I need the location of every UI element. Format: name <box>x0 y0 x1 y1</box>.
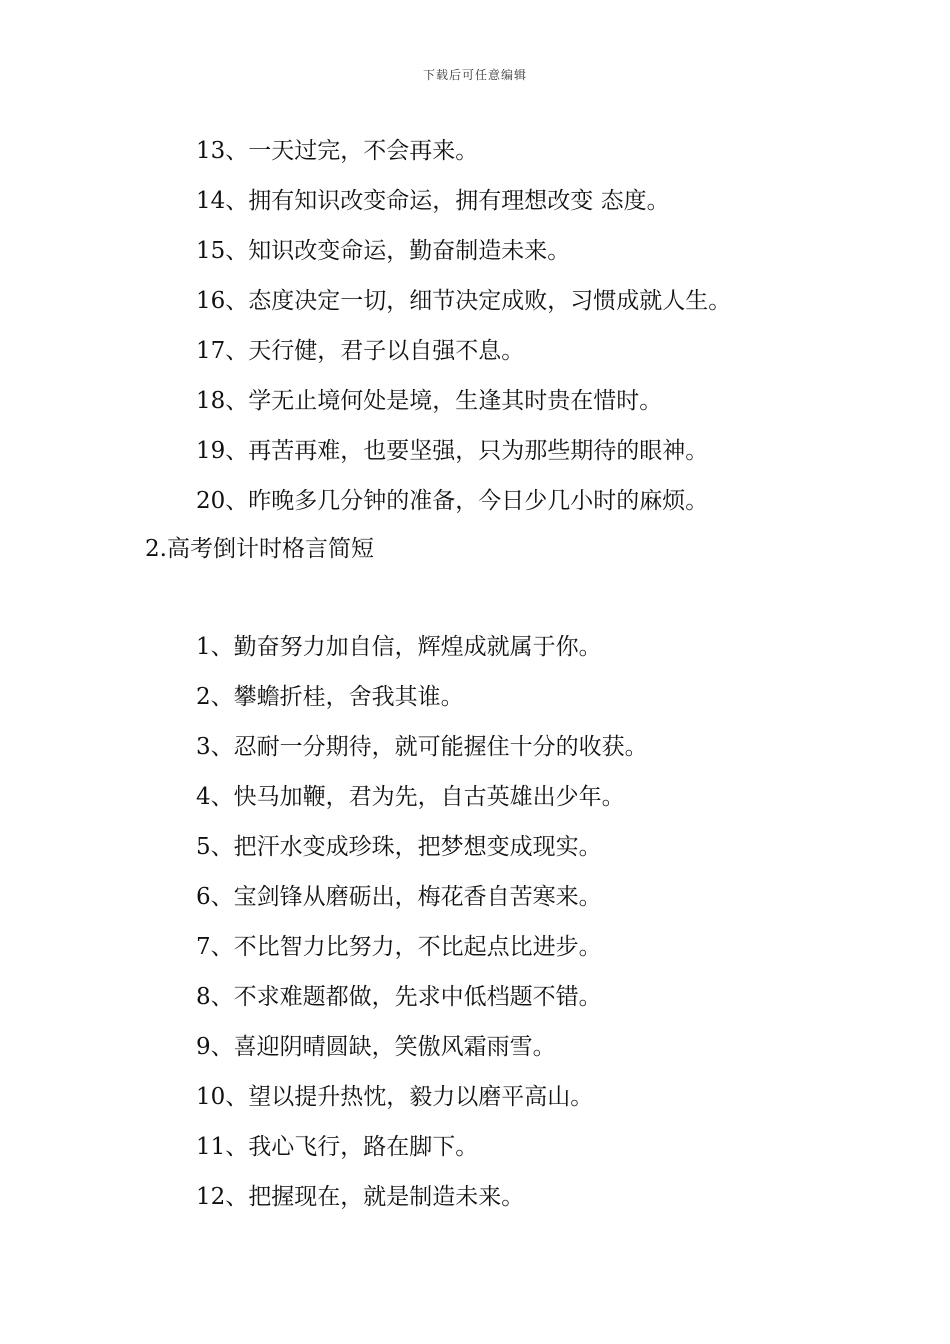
list-item: 5、把汗水变成珍珠，把梦想变成现实。 <box>196 834 602 860</box>
list-item: 15、知识改变命运，勤奋制造未来。 <box>196 238 571 264</box>
list-item: 4、快马加鞭，君为先，自古英雄出少年。 <box>196 784 625 810</box>
list-item: 13、一天过完，不会再来。 <box>196 138 479 164</box>
list-item: 11、我心飞行，路在脚下。 <box>196 1134 479 1160</box>
list-item: 1、勤奋努力加自信，辉煌成就属于你。 <box>196 634 602 660</box>
page-header-note: 下载后可任意编辑 <box>422 68 527 82</box>
list-item: 10、望以提升热忱，毅力以磨平高山。 <box>196 1084 594 1110</box>
list-item: 18、学无止境何处是境，生逢其时贵在惜时。 <box>196 388 663 414</box>
list-item: 20、昨晚多几分钟的准备，今日少几小时的麻烦。 <box>196 488 709 514</box>
list-item: 19、再苦再难，也要坚强，只为那些期待的眼神。 <box>196 438 709 464</box>
list-item: 8、不求难题都做，先求中低档题不错。 <box>196 984 602 1010</box>
list-item: 3、忍耐一分期待，就可能握住十分的收获。 <box>196 734 648 760</box>
list-item: 14、拥有知识改变命运，拥有理想改变 态度。 <box>196 188 670 214</box>
list-item: 16、态度决定一切，细节决定成败，习惯成就人生。 <box>196 288 732 314</box>
list-item: 9、喜迎阴晴圆缺，笑傲风霜雨雪。 <box>196 1034 556 1060</box>
list-item: 6、宝剑锋从磨砺出，梅花香自苦寒来。 <box>196 884 602 910</box>
list-item: 17、天行健，君子以自强不息。 <box>196 338 525 364</box>
section-heading: 2.高考倒计时格言简短 <box>145 536 374 562</box>
quote-list-continued <box>196 126 731 526</box>
list-item: 12、把握现在，就是制造未来。 <box>196 1184 525 1210</box>
list-item: 7、不比智力比努力，不比起点比进步。 <box>196 934 602 960</box>
quote-list-short <box>196 622 648 1222</box>
list-item: 2、攀蟾折桂，舍我其谁。 <box>196 684 464 710</box>
